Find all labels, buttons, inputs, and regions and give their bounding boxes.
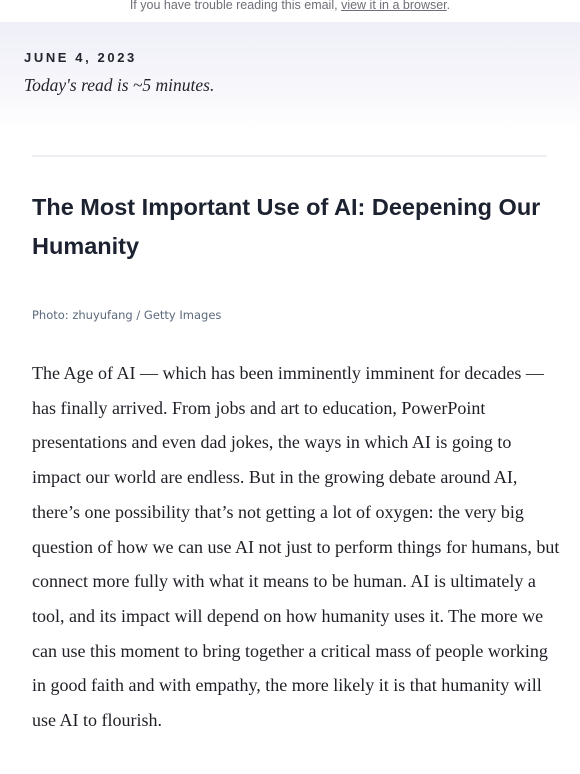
article-title[interactable]: The Most Important Use of AI: Deepening Our Humanity — [32, 194, 541, 259]
photo-credit: Photo: zhuyufang / Getty Images — [32, 308, 222, 322]
preheader — [0, 0, 580, 22]
read-time: Today's read is ~5 minutes. — [24, 75, 215, 95]
issue-date: JUNE 4, 2023 — [24, 50, 137, 65]
divider — [32, 155, 547, 157]
newsletter-header — [0, 22, 580, 132]
article-body: The Age of AI — which has been imminently imminent for decades — has finally arrived. From jobs and art to education, PowerPoint presentations and even dad jokes, the ways in which AI is going to impact our world are endless. But in the growing debate around AI, there’s one possibility that’s not getting a lot of oxygen: the very big question of how we can use AI not just to perform things for humans, but connect more fully with what it means to be human. AI is ultimately a tool, and its impact will depend on how humanity uses it. The more we can use this moment to bring together a critical mass of people working in good faith and with empathy, the more likely it is that humanity will use AI to flourish. — [32, 363, 560, 731]
view-in-browser-link[interactable]: view it in a browser — [341, 0, 447, 12]
preheader-suffix: . — [446, 0, 451, 12]
preheader-text: If you have trouble reading this email, — [129, 0, 342, 12]
